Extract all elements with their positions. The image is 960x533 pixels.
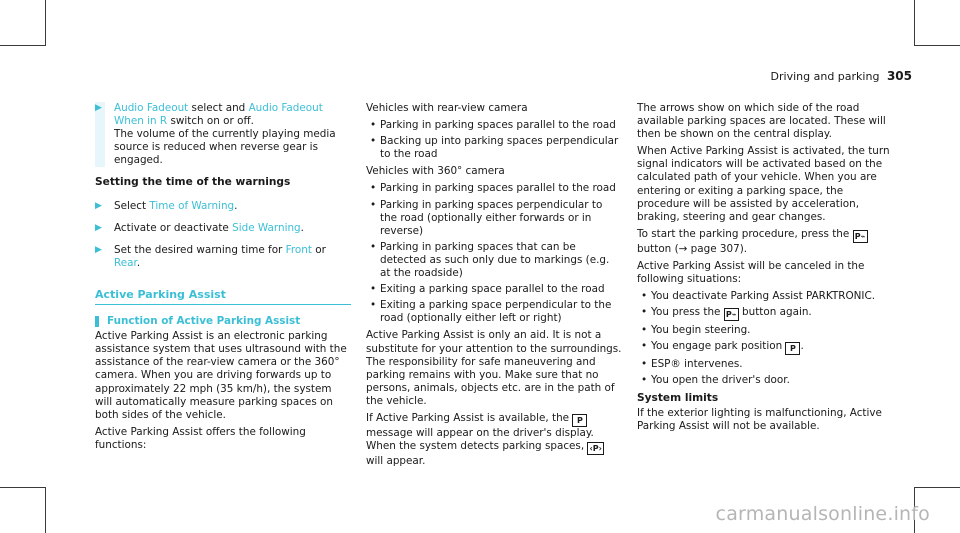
- list-item: • You open the driver's door.: [637, 374, 893, 387]
- column-2: [366, 102, 622, 472]
- crop-mark: [45, 0, 46, 46]
- list-item: • Parking in parking spaces perpendicular to the road (optionally either forwards or in reverse): [366, 199, 622, 238]
- step-audio-fadeout: ▶ Audio Fadeout select and Audio Fadeout When in R switch on or off. The volume of the currently playing media source is reduced when reverse gear is engaged.: [95, 102, 351, 167]
- menu-link-audio-fadeout[interactable]: Audio Fadeout: [114, 102, 189, 114]
- page-header: [771, 70, 912, 83]
- parking-spaces-icon: ‹P›: [589, 444, 602, 454]
- step-arrow-icon: ▶: [95, 200, 102, 211]
- list-item: • Backing up into parking spaces perpendicular to the road: [366, 135, 622, 161]
- paragraph: The arrows show on which side of the road available parking spaces are located. These will then be shown on the central display.: [637, 102, 886, 141]
- paragraph: Active Parking Assist is only an aid. It is not a substitute for your attention to the surroundings. The responsibility for safe maneuvering and parking remains with you. Make sure that no persons, animals, objects etc. are in the path of the vehicle.: [366, 329, 622, 407]
- list-heading: Vehicles with 360° camera: [366, 165, 505, 178]
- step-side-warning: ▶ Activate or deactivate Side Warning.: [95, 221, 304, 234]
- step-arrow-icon: ▶: [95, 244, 102, 255]
- step-note: The volume of the currently playing media source is reduced when reverse gear is engaged.: [114, 128, 336, 167]
- list-item: • Parking in parking spaces that can be detected as such only due to markings (e.g. at the roadside): [366, 241, 622, 280]
- 360-camera-list: [366, 182, 622, 325]
- parking-assist-button-icon: P⌁: [853, 230, 868, 243]
- step-select-time: ▶ Select Time of Warning.: [95, 199, 238, 212]
- cancel-conditions-list: [637, 290, 893, 387]
- watermark: carmanualsonline.info: [715, 502, 930, 525]
- list-item: • You press the P⌁ button again.: [637, 306, 893, 321]
- menu-link-side-warning[interactable]: Side Warning: [232, 221, 301, 234]
- paragraph: Active Parking Assist is an electronic parking assistance system that uses ultrasound with the assistance of the rear-view camera or the 360° camera. When you are driving forwards up to approximately 22 mph (35 km/h), the system will automatically measure parking spaces on both sides of the vehicle.: [95, 330, 347, 421]
- list-item: • You engage park position P .: [637, 340, 893, 355]
- paragraph: To start the parking procedure, press the P⌁ button (→ page 307).: [637, 228, 893, 256]
- step-arrow-icon: ▶: [95, 103, 102, 113]
- subheading: Setting the time of the warnings: [95, 176, 291, 189]
- section-title: Active Parking Assist: [95, 288, 351, 305]
- list-item: • Exiting a parking space parallel to the road: [366, 283, 622, 296]
- step-arrow-icon: ▶: [95, 222, 102, 233]
- paragraph: Active Parking Assist offers the following functions:: [95, 425, 306, 451]
- column-1: [95, 102, 351, 456]
- crop-mark: [0, 45, 46, 46]
- list-item: • Exiting a parking space perpendicular to the road (optionally either left or right): [366, 299, 622, 325]
- list-item: • Parking in parking spaces parallel to the road: [366, 119, 622, 132]
- subheading: System limits: [637, 391, 719, 404]
- crop-mark: [914, 0, 915, 46]
- step-warning-time: ▶ Set the desired warning time for Front or Rear.: [95, 243, 326, 269]
- list-item: • You begin steering.: [637, 324, 893, 337]
- list-heading: Vehicles with rear-view camera: [366, 102, 528, 114]
- paragraph: Active Parking Assist will be canceled in the following situations:: [637, 259, 865, 286]
- menu-link-rear[interactable]: Rear: [114, 256, 137, 269]
- paragraph: If the exterior lighting is malfunctioning, Active Parking Assist will not be available.: [637, 406, 882, 432]
- paragraph: If Active Parking Assist is available, the P message will appear on the driver's display. When the system detects parking spaces, ‹P› will appear.: [366, 411, 602, 468]
- crop-mark: [45, 487, 46, 533]
- paragraph: When Active Parking Assist is activated, the turn signal indicators will be activated based on the calculated path of your vehicle. When you are entering or exiting a parking space, the procedure will be assisted by acceleration, braking, steering and gear changes.: [637, 145, 890, 223]
- menu-link-front[interactable]: Front: [285, 243, 312, 256]
- crop-mark: [914, 487, 960, 488]
- crop-mark: [0, 487, 46, 488]
- title-bar: [95, 316, 99, 327]
- rear-camera-list: [366, 119, 622, 161]
- parking-p-icon: P: [572, 414, 587, 427]
- menu-link-audio-fadeout-r[interactable]: Audio Fadeout When in R: [114, 102, 323, 128]
- function-title: Function of Active Parking Assist: [95, 315, 351, 328]
- list-item: • ESP® intervenes.: [637, 358, 893, 371]
- park-position-icon: P: [785, 342, 800, 355]
- column-3: [637, 102, 893, 437]
- page-number: 305: [886, 69, 912, 83]
- crop-mark: [914, 45, 960, 46]
- list-item: • You deactivate Parking Assist PARKTRONIC.: [637, 290, 893, 303]
- parking-assist-button-icon: P⌁: [724, 308, 739, 321]
- section-name: Driving and parking: [770, 70, 880, 83]
- list-item: • Parking in parking spaces parallel to the road: [366, 182, 622, 195]
- menu-link-time-of-warning[interactable]: Time of Warning: [149, 199, 235, 212]
